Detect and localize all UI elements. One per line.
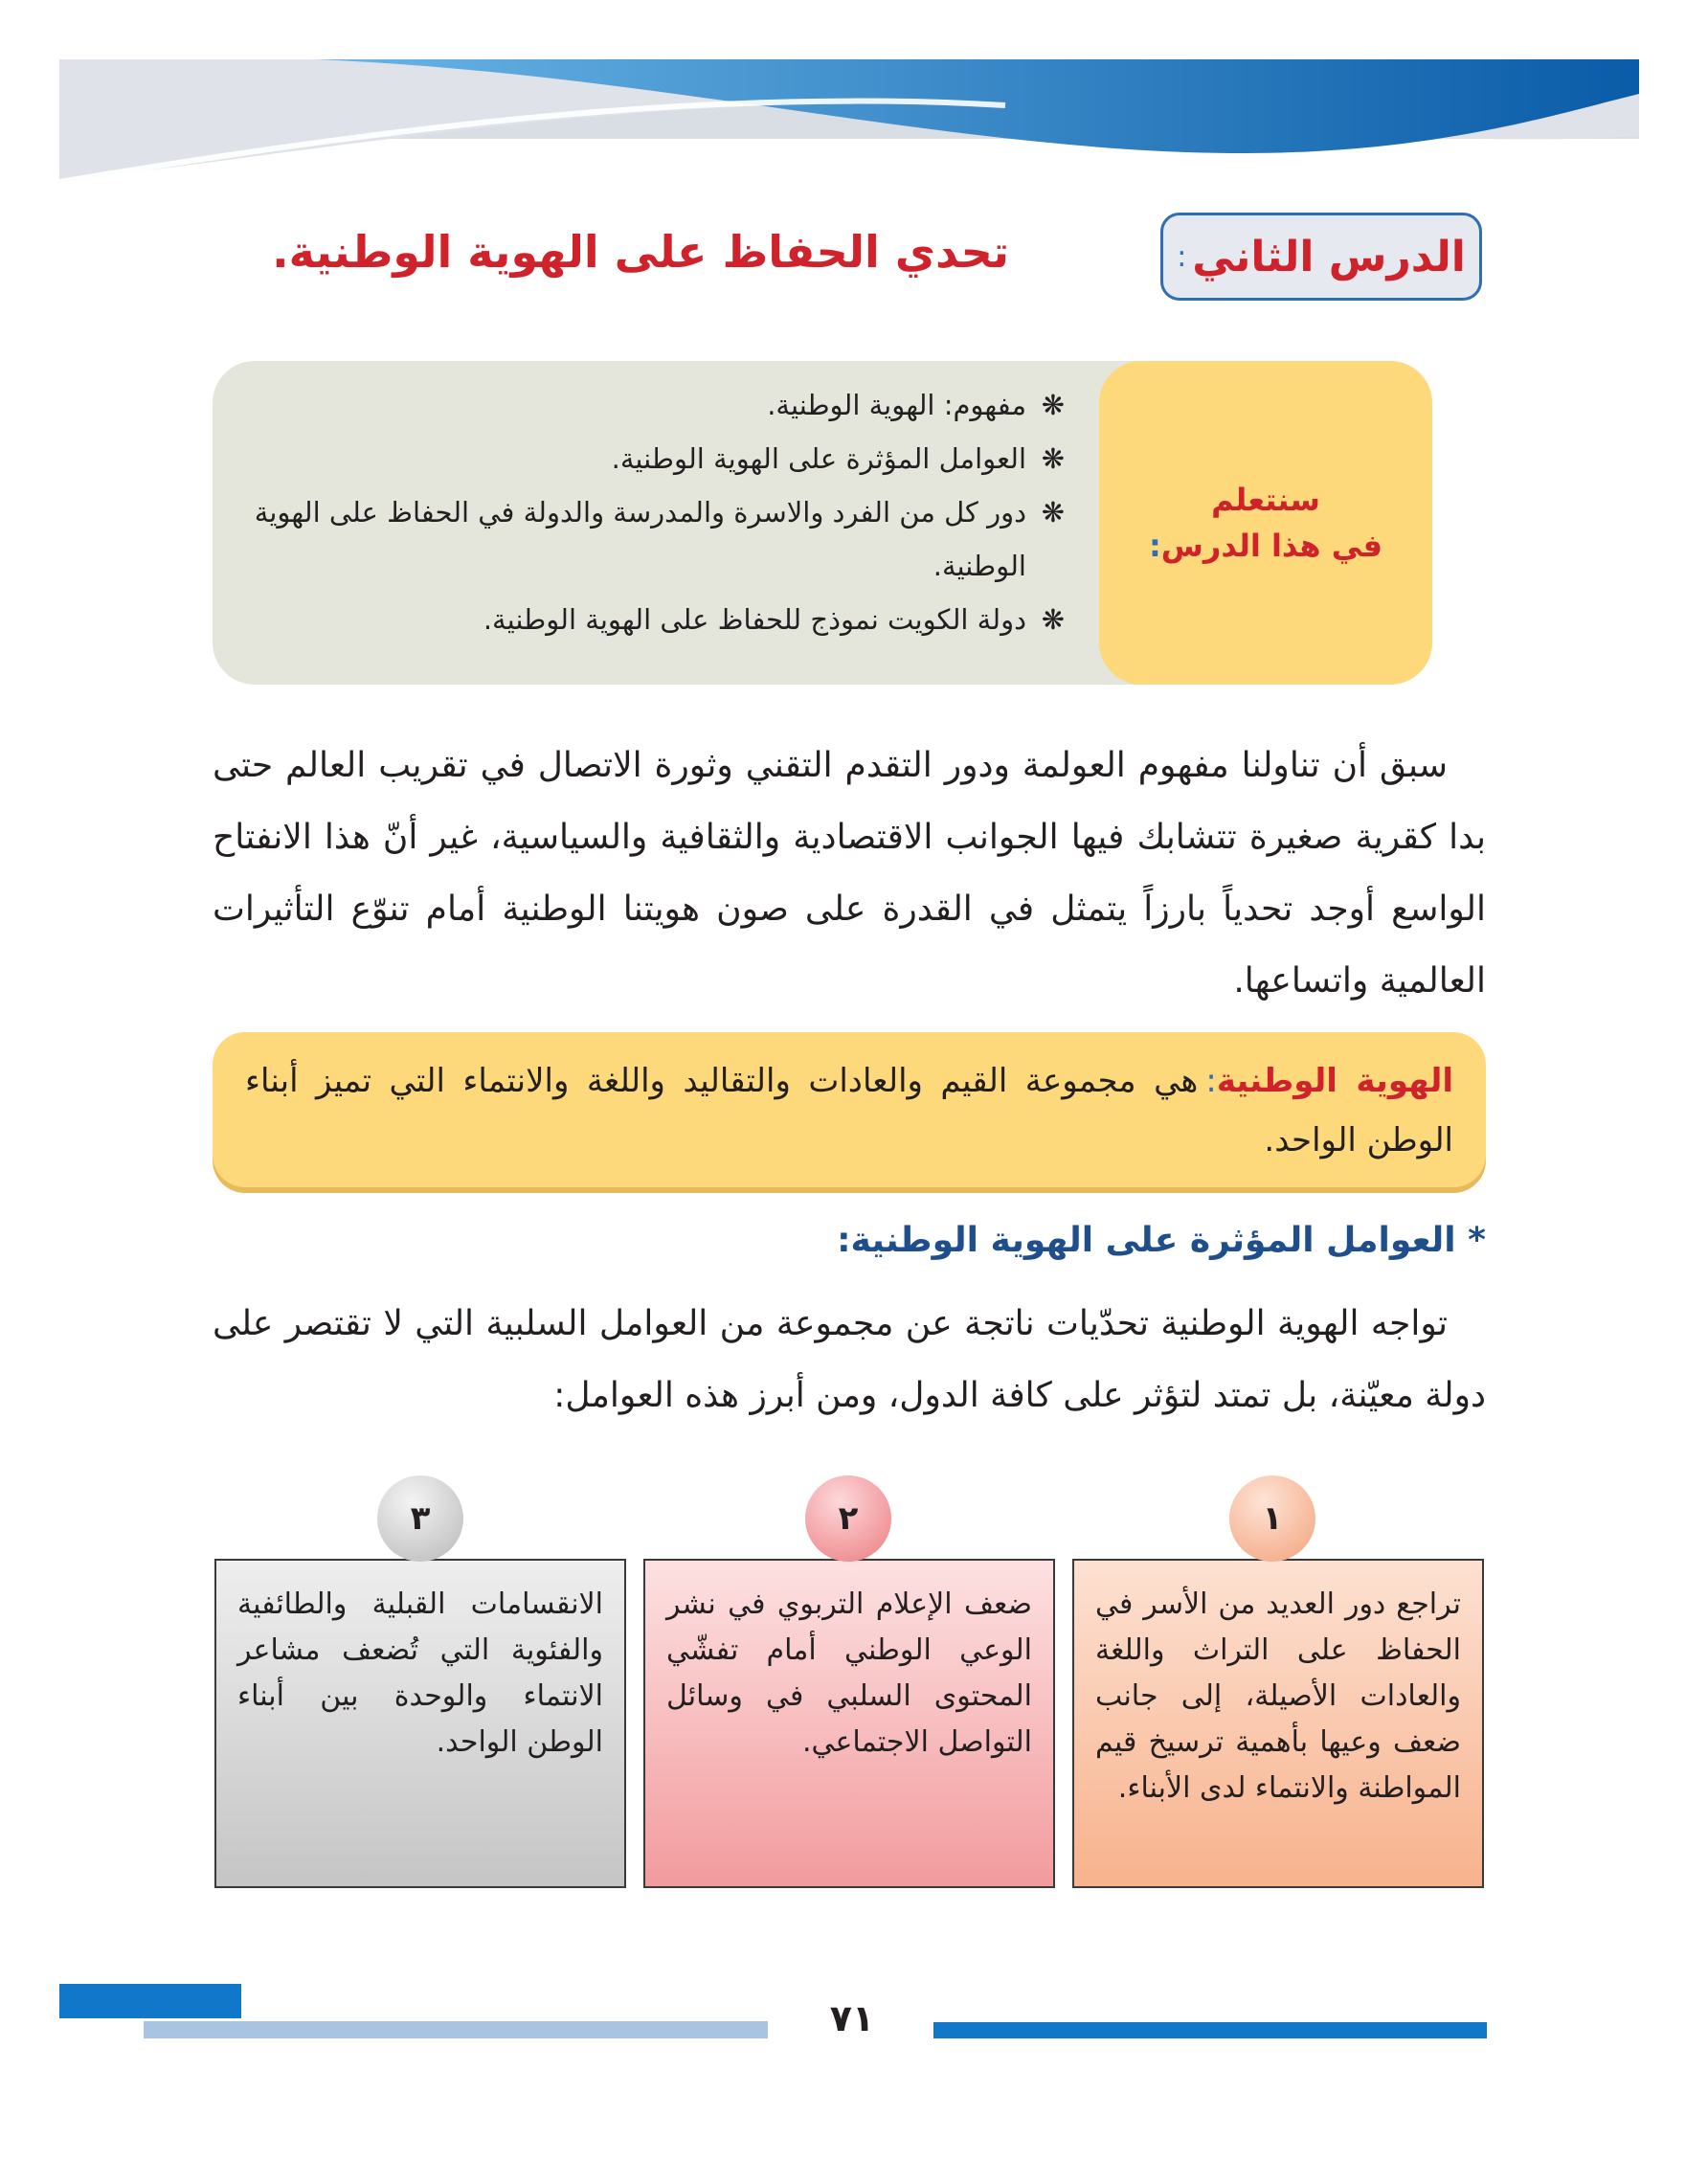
factors-paragraph <box>213 1288 1486 1431</box>
objective-text: دولة الكويت نموذج للحفاظ على الهوية الوطنية. <box>483 603 1026 636</box>
footer-bar-left <box>59 1984 241 2018</box>
factors-paragraph-text: تواجه الهوية الوطنية تحدّيات ناتجة عن مجموعة من العوامل السلبية التي لا تقتصر على دولة معيّنة، بل تمتد لتؤثر على كافة الدول، ومن أبرز هذه العوامل: <box>213 1304 1486 1415</box>
lesson-label-colon: : <box>1177 239 1187 274</box>
objectives-heading-colon: : <box>1148 528 1161 564</box>
asterisk-bullet-icon: ❋ <box>1041 496 1065 529</box>
definition-box <box>213 1032 1486 1187</box>
definition-text: هي مجموعة القيم والعادات والتقاليد واللغة والانتماء التي تميز أبناء الوطن الواحد. <box>245 1062 1453 1159</box>
objective-text: دور كل من الفرد والاسرة والمدرسة والدولة في الحفاظ على الهوية الوطنية. <box>254 496 1026 582</box>
factor-number-badge-3: ٣ <box>377 1475 463 1562</box>
objective-item <box>241 593 1065 646</box>
factor-card-2: ضعف الإعلام التربوي في نشر الوعي الوطني أمام تفشّي المحتوى السلبي في وسائل التواصل الاجتماعي. <box>643 1559 1055 1888</box>
page-number: ٧١ <box>829 1997 875 2039</box>
asterisk-bullet-icon: ❋ <box>1041 389 1065 421</box>
objective-item <box>241 378 1065 432</box>
footer-line-left <box>144 2021 768 2038</box>
factor-card-1: تراجع دور العديد من الأسر في الحفاظ على التراث واللغة والعادات الأصيلة، إلى جانب ضعف وعيها بأهمية ترسيخ قيم المواطنة والانتماء لدى الأبناء. <box>1072 1559 1484 1888</box>
intro-paragraph <box>213 730 1486 1017</box>
objectives-list <box>241 378 1065 646</box>
lesson-label: الدرس الثاني <box>1192 232 1466 281</box>
factor-card-3: الانقسامات القبلية والطائفية والفئوية التي تُضعف مشاعر الانتماء والوحدة بين أبناء الوطن الواحد. <box>214 1559 626 1888</box>
factors-heading: * العوامل المؤثرة على الهوية الوطنية: <box>837 1221 1486 1260</box>
objective-item <box>241 432 1065 485</box>
header-wave-decoration <box>0 0 1708 191</box>
definition-term: الهوية الوطنية <box>1216 1062 1453 1100</box>
asterisk-bullet-icon: ❋ <box>1041 603 1065 636</box>
objectives-heading-line1: سنتعلم <box>1211 482 1320 518</box>
definition-colon: : <box>1205 1062 1217 1100</box>
objectives-heading-line2-text: في هذا الدرس <box>1160 528 1383 564</box>
asterisk-bullet-icon: ❋ <box>1041 442 1065 475</box>
objective-text: مفهوم: الهوية الوطنية. <box>767 389 1026 421</box>
factor-number-badge-2: ٢ <box>805 1475 891 1562</box>
objective-text: العوامل المؤثرة على الهوية الوطنية. <box>611 442 1026 475</box>
objectives-heading-line2 <box>1149 523 1382 569</box>
intro-paragraph-text: سبق أن تناولنا مفهوم العولمة ودور التقدم التقني وثورة الاتصال في تقريب العالم حتى بدا كقرية صغيرة تتشابك فيها الجوانب الاقتصادية والثقافية والسياسية، غير أنّ هذا الانفتاح الواسع أوجد تحدياً بارزاً يتمثل في القدرة على صون هويتنا الوطنية أمام تنوّع التأثيرات العالمية واتساعها. <box>213 746 1486 1001</box>
footer-line-right <box>933 2022 1487 2038</box>
lesson-title: تحدي الحفاظ على الهوية الوطنية. <box>272 226 1009 278</box>
objectives-heading-tab <box>1099 361 1432 685</box>
factor-number-badge-1: ١ <box>1229 1475 1315 1562</box>
lesson-label-box <box>1160 213 1482 301</box>
objective-item <box>241 485 1065 593</box>
